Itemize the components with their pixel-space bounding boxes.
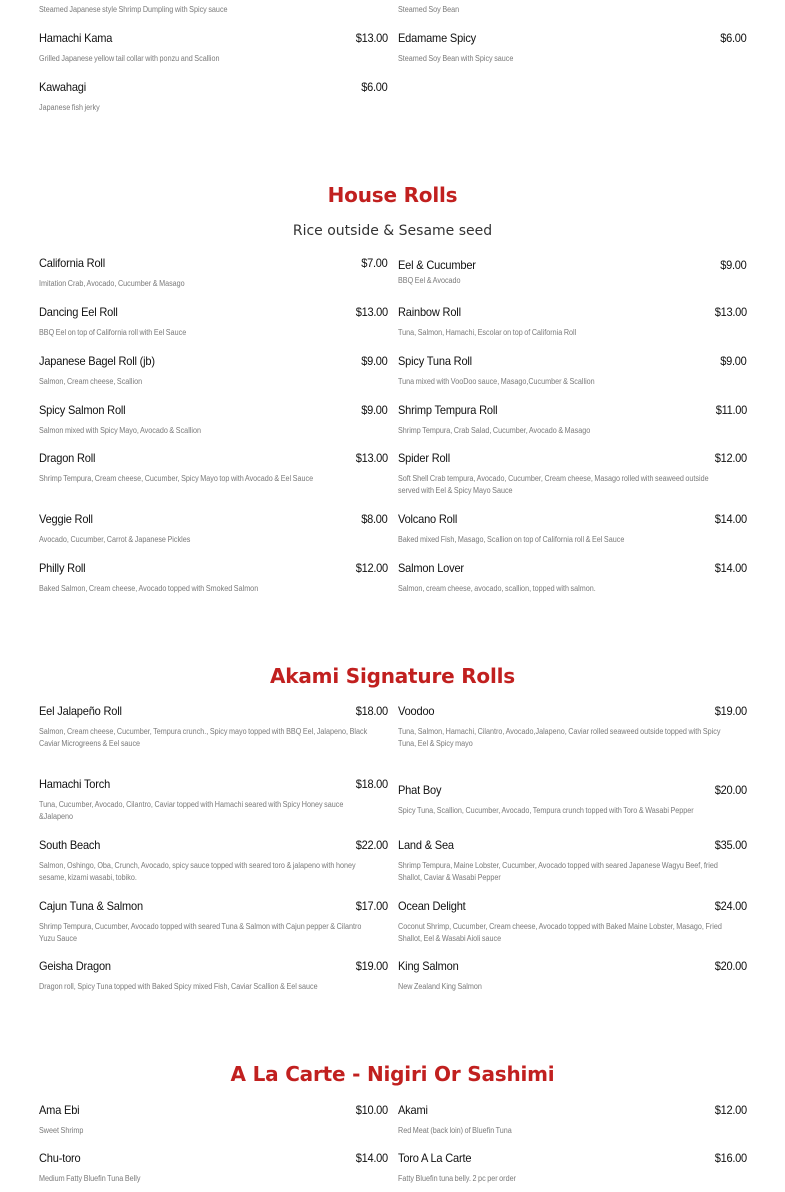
menu-item (39, 31, 388, 65)
item-price: $11.00 (715, 403, 747, 417)
item-desc: Shrimp Tempura, Crab Salad, Cucumber, Avocado & Masago (398, 426, 591, 435)
menu-item (398, 258, 747, 287)
item-price: $9.00 (720, 258, 747, 272)
item-price: $7.00 (361, 256, 388, 270)
item-price: $6.00 (720, 31, 747, 45)
item-name: Eel Jalapeño Roll (39, 704, 122, 718)
item-price: $12.00 (714, 451, 747, 465)
item-desc: Baked mixed Fish, Masago, Scallion on top of California roll & Eel Sauce (398, 535, 625, 544)
menu-item (39, 704, 388, 750)
menu-item (39, 451, 388, 485)
item-name: Geisha Dragon (39, 959, 111, 973)
menu-item (398, 704, 747, 750)
menu-item (39, 1103, 388, 1137)
item-name: South Beach (39, 838, 101, 852)
menu-item (398, 959, 747, 993)
item-desc: Spicy Tuna, Scallion, Cucumber, Avocado, Tempura crunch topped with Toro & Wasabi Pepper (398, 806, 694, 815)
item-name: Volcano Roll (398, 512, 458, 526)
menu-item (398, 512, 747, 546)
menu-item (39, 838, 388, 884)
item-price: $14.00 (355, 1151, 388, 1165)
item-name: Kawahagi (39, 80, 87, 94)
menu-item (39, 80, 388, 114)
item-desc: Soft Shell Crab tempura, Avocado, Cucumber, Cream cheese, Masago rolled with seaweed outside served with Eel & Spicy Mayo Sauce (398, 474, 709, 495)
menu-item (39, 561, 388, 595)
item-name: Land & Sea (398, 838, 454, 852)
item-desc: Salmon, Cream cheese, Cucumber, Tempura crunch., Spicy mayo topped with BBQ Eel, Jalapeno, Black Caviar Microgreens & Eel sauce (39, 727, 368, 748)
item-name: Voodoo (398, 704, 435, 718)
section-title-signature-rolls: Akami Signature Rolls (270, 664, 515, 688)
item-price: $20.00 (714, 959, 747, 973)
item-price: $13.00 (714, 305, 747, 319)
menu-item (398, 1103, 747, 1137)
item-price: $8.00 (361, 512, 388, 526)
item-desc: Salmon, cream cheese, avocado, scallion, topped with salmon. (398, 584, 596, 593)
item-price: $9.00 (361, 354, 388, 368)
item-name: Salmon Lover (398, 561, 464, 575)
item-desc: Salmon mixed with Spicy Mayo, Avocado & Scallion (39, 426, 201, 435)
item-name: Veggie Roll (39, 512, 93, 526)
menu-item (39, 403, 388, 437)
section-title-a-la-carte: A La Carte - Nigiri Or Sashimi (230, 1062, 555, 1086)
item-name: California Roll (39, 256, 105, 270)
menu-item (39, 305, 388, 339)
item-price: $19.00 (714, 704, 747, 718)
item-desc: Tuna, Cucumber, Avocado, Cilantro, Caviar topped with Hamachi seared with Spicy Honey sauce &Jalapeno (39, 800, 344, 821)
menu-item (39, 959, 388, 993)
item-desc: Avocado, Cucumber, Carrot & Japanese Pickles (39, 535, 191, 544)
item-desc: Imitation Crab, Avocado, Cucumber & Masago (39, 279, 185, 288)
item-price: $18.00 (355, 704, 388, 718)
item-desc: New Zealand King Salmon (398, 982, 482, 991)
item-name: Ocean Delight (398, 899, 466, 913)
menu-item (398, 31, 747, 65)
menu-item (398, 1151, 747, 1185)
item-desc: Salmon, Cream cheese, Scallion (39, 377, 143, 386)
item-desc: Shrimp Tempura, Maine Lobster, Cucumber, Avocado topped with seared Japanese Wagyu Beef, fried Shallot, Caviar & Wasabi Pepper (398, 861, 718, 882)
item-price: $9.00 (720, 354, 747, 368)
menu-item (398, 403, 747, 437)
item-name: King Salmon (398, 959, 459, 973)
item-price: $12.00 (355, 561, 388, 575)
item-name: Cajun Tuna & Salmon (39, 899, 143, 913)
item-name: Spicy Tuna Roll (398, 354, 472, 368)
item-price: $22.00 (355, 838, 388, 852)
item-price: $14.00 (714, 561, 747, 575)
item-price: $14.00 (714, 512, 747, 526)
menu-item (39, 777, 388, 823)
item-desc: Tuna mixed with VooDoo sauce, Masago,Cucumber & Scallion (398, 377, 595, 386)
item-name: Edamame Spicy (398, 31, 476, 45)
item-price: $20.00 (714, 783, 747, 797)
item-name: Japanese Bagel Roll (jb) (39, 354, 155, 368)
menu-item (398, 354, 747, 388)
item-name: Eel & Cucumber (398, 258, 476, 272)
menu-item (398, 783, 747, 817)
item-desc: Baked Salmon, Cream cheese, Avocado topped with Smoked Salmon (39, 584, 259, 593)
item-name: Dancing Eel Roll (39, 305, 118, 319)
item-price: $19.00 (355, 959, 388, 973)
item-price: $24.00 (714, 899, 747, 913)
item-name: Hamachi Torch (39, 777, 111, 791)
item-price: $17.00 (355, 899, 388, 913)
menu-item (398, 838, 747, 884)
top-left-cut-desc: Steamed Japanese style Shrimp Dumpling with Spicy sauce (39, 5, 228, 14)
menu-item (39, 512, 388, 546)
item-desc: Japanese fish jerky (39, 103, 100, 112)
item-price: $10.00 (355, 1103, 388, 1117)
item-desc: Shrimp Tempura, Cucumber, Avocado topped with seared Tuna & Salmon with Cajun pepper & Cilantro Yuzu Sauce (39, 922, 362, 943)
item-desc: Steamed Soy Bean with Spicy sauce (398, 54, 514, 63)
item-name: Dragon Roll (39, 451, 96, 465)
section-subtitle: Rice outside & Sesame seed (292, 223, 493, 239)
item-desc: Salmon, Oshingo, Oba, Crunch, Avocado, spicy sauce topped with seared toro & jalapeno with honey sesame, kizami wasabi, tobiko. (39, 861, 356, 882)
item-name: Shrimp Tempura Roll (398, 403, 498, 417)
item-name: Phat Boy (398, 783, 442, 797)
item-price: $16.00 (714, 1151, 747, 1165)
menu-item (39, 1151, 388, 1185)
item-desc: BBQ Eel & Avocado (398, 276, 461, 285)
item-desc: Tuna, Salmon, Hamachi, Escolar on top of California Roll (398, 328, 577, 337)
item-name: Philly Roll (39, 561, 86, 575)
item-desc: Red Meat (back loin) of Bluefin Tuna (398, 1126, 512, 1135)
menu-item (398, 561, 747, 595)
item-price: $18.00 (355, 777, 388, 791)
item-name: Spider Roll (398, 451, 450, 465)
item-desc: Fatty Bluefin tuna belly. 2 pc per order (398, 1174, 516, 1183)
item-desc: Sweet Shrimp (39, 1126, 84, 1135)
menu-item (39, 256, 388, 290)
item-name: Chu-toro (39, 1151, 81, 1165)
item-desc: Coconut Shrimp, Cucumber, Cream cheese, Avocado topped with Baked Maine Lobster, Masago, Fried Shallot, Eel & Wasabi Aioli sauce (398, 922, 722, 943)
item-name: Ama Ebi (39, 1103, 80, 1117)
item-desc: Shrimp Tempura, Cream cheese, Cucumber, Spicy Mayo top with Avocado & Eel Sauce (39, 474, 314, 483)
item-name: Spicy Salmon Roll (39, 403, 126, 417)
section-title-house-rolls: House Rolls (327, 183, 458, 207)
item-desc: Dragon roll, Spicy Tuna topped with Baked Spicy mixed Fish, Caviar Scallion & Eel sauce (39, 982, 318, 991)
item-name: Akami (398, 1103, 428, 1117)
item-name: Hamachi Kama (39, 31, 113, 45)
item-price: $6.00 (361, 80, 388, 94)
item-price: $13.00 (355, 305, 388, 319)
top-right-cut-desc: Steamed Soy Bean (398, 5, 460, 14)
item-desc: Tuna, Salmon, Hamachi, Cilantro, Avocado,Jalapeno, Caviar rolled seaweed outside topped with Spicy Tuna, Eel & Spicy mayo (398, 727, 721, 748)
menu-item (39, 354, 388, 388)
menu-item (398, 451, 747, 497)
item-desc: Medium Fatty Bluefin Tuna Belly (39, 1174, 141, 1183)
item-price: $13.00 (355, 451, 388, 465)
item-desc: BBQ Eel on top of California roll with Eel Sauce (39, 328, 187, 337)
menu-item (39, 899, 388, 945)
item-name: Rainbow Roll (398, 305, 461, 319)
menu-item (398, 899, 747, 945)
item-price: $35.00 (714, 838, 747, 852)
menu-item (398, 305, 747, 339)
item-name: Toro A La Carte (398, 1151, 472, 1165)
item-price: $9.00 (361, 403, 388, 417)
item-price: $13.00 (355, 31, 388, 45)
item-desc: Grilled Japanese yellow tail collar with ponzu and Scallion (39, 54, 220, 63)
item-price: $12.00 (714, 1103, 747, 1117)
